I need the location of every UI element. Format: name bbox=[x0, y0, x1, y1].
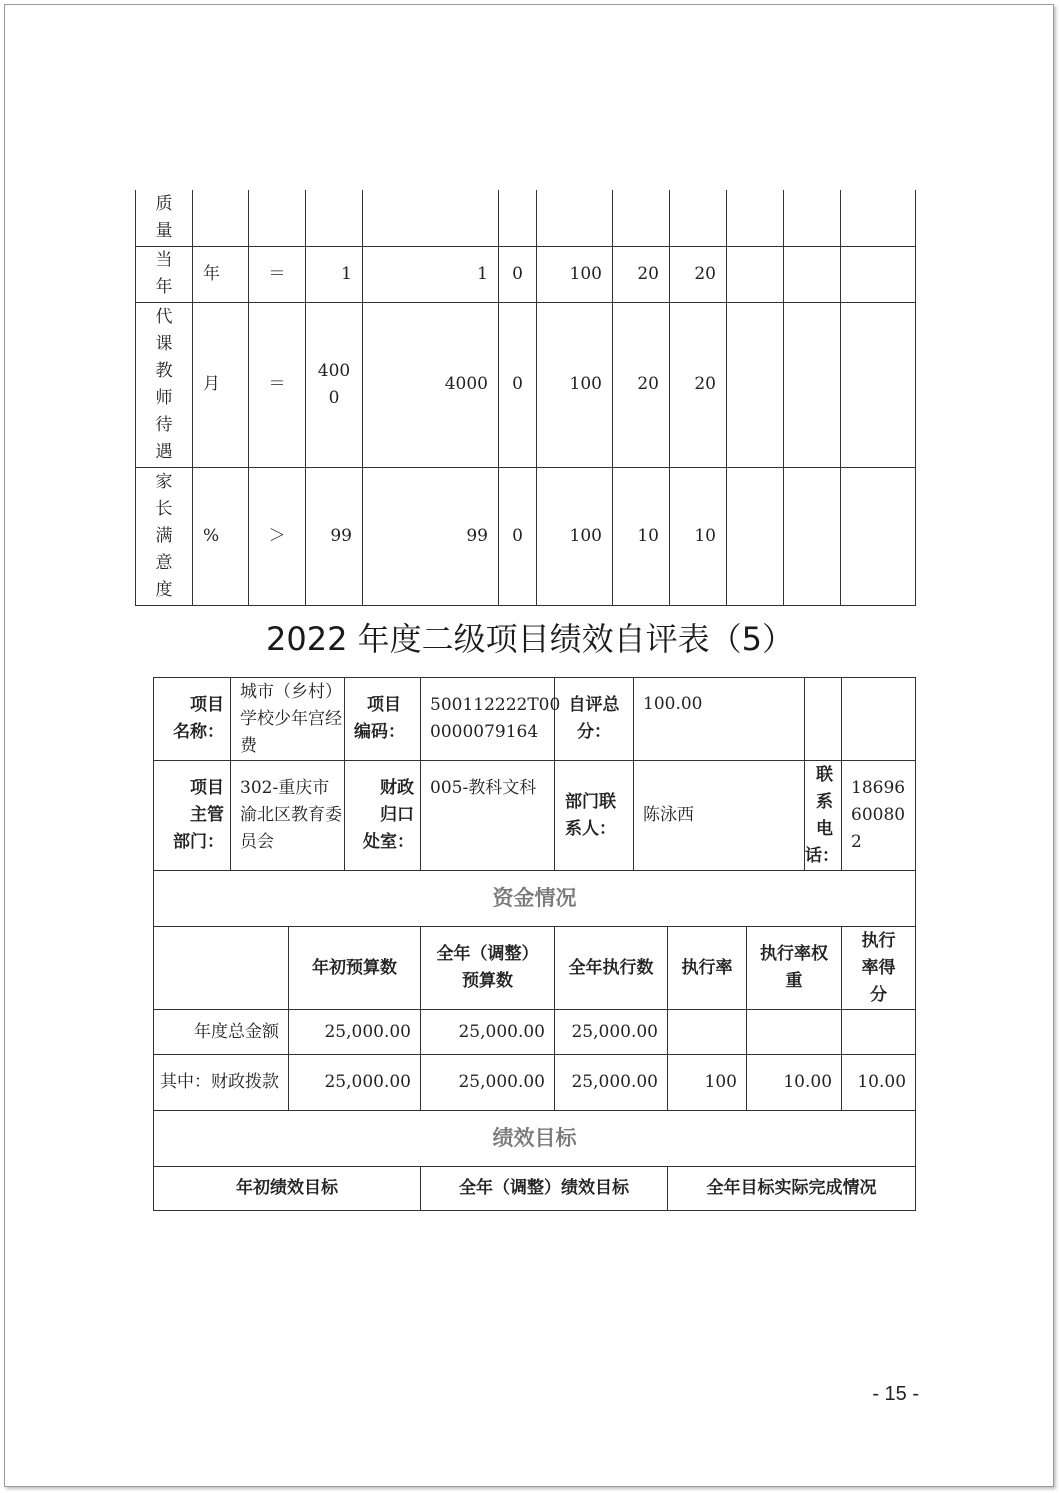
goals-header-row bbox=[154, 1167, 916, 1211]
operator-cell: ＝ bbox=[249, 246, 306, 302]
executed-cell: 25,000.00 bbox=[555, 1010, 668, 1055]
label-line: 名称： bbox=[173, 722, 224, 742]
row-label: 年度总金额 bbox=[154, 1010, 289, 1055]
indicator-char: 遇 bbox=[155, 441, 173, 462]
label-line: 归口 bbox=[380, 805, 414, 825]
indicator-table-continued bbox=[135, 190, 916, 606]
funds-section-title: 资金情况 bbox=[154, 871, 916, 927]
label-line: 部门： bbox=[173, 832, 224, 852]
project-code-label bbox=[345, 678, 421, 761]
indicator-cell bbox=[136, 467, 193, 605]
rate-cell bbox=[668, 1010, 747, 1055]
project-code-value bbox=[421, 678, 561, 761]
indicator-cell bbox=[136, 302, 193, 467]
percent-cell: 100 bbox=[537, 302, 613, 467]
section-row bbox=[154, 871, 916, 927]
indicator-char: 当 bbox=[155, 250, 173, 270]
label-line: 项目 bbox=[367, 695, 401, 715]
indicator-char: 度 bbox=[155, 579, 173, 600]
code-line: 0000079164 bbox=[430, 722, 539, 742]
operator-cell: ＞ bbox=[249, 467, 306, 605]
unit-cell: 月 bbox=[193, 302, 249, 467]
weight-cell: 10 bbox=[613, 467, 670, 605]
adjusted-budget-cell: 25,000.00 bbox=[421, 1055, 555, 1111]
percent-cell: 100 bbox=[537, 246, 613, 302]
funds-header-row bbox=[154, 927, 916, 1010]
col-header: 执行率 bbox=[668, 927, 747, 1010]
percent-cell: 100 bbox=[537, 467, 613, 605]
actual-cell: 1 bbox=[363, 246, 499, 302]
indicator-cell bbox=[136, 190, 193, 246]
table-row bbox=[136, 302, 916, 467]
target-line: 400 bbox=[317, 360, 351, 381]
unit-cell: 年 bbox=[193, 246, 249, 302]
finance-office-label bbox=[345, 761, 421, 871]
label-line: 联 bbox=[816, 764, 834, 785]
label-line: 部门联 bbox=[565, 791, 616, 812]
deviation-cell: 0 bbox=[499, 467, 537, 605]
dept-contact-value: 陈泳西 bbox=[634, 761, 805, 871]
label-line: 话： bbox=[805, 845, 840, 866]
operator-cell: ＝ bbox=[249, 302, 306, 467]
project-name-label bbox=[154, 678, 231, 761]
page-number: - 15 - bbox=[872, 1383, 919, 1405]
rate-score-cell bbox=[842, 1010, 916, 1055]
table-row bbox=[136, 467, 916, 605]
label-line: 项目 bbox=[190, 695, 224, 715]
actual-cell: 99 bbox=[363, 467, 499, 605]
project-info-row bbox=[154, 678, 916, 761]
table-row bbox=[154, 1055, 916, 1111]
initial-budget-cell: 25,000.00 bbox=[289, 1010, 421, 1055]
target-cell bbox=[306, 302, 363, 467]
col-header: 全年执行数 bbox=[555, 927, 668, 1010]
table-row bbox=[136, 190, 916, 246]
label-line: 分： bbox=[577, 722, 611, 742]
label-line: 财政 bbox=[380, 778, 414, 798]
label-line: 系 bbox=[816, 791, 834, 812]
col-header: 年初绩效目标 bbox=[154, 1167, 421, 1211]
label-line: 处室： bbox=[363, 832, 414, 852]
rate-score-cell: 10.00 bbox=[842, 1055, 916, 1111]
project-name-value: 城市（乡村）学校少年宫经费 bbox=[231, 678, 345, 761]
col-header: 全年（调整）预算数 bbox=[421, 927, 555, 1010]
col-header: 年初预算数 bbox=[289, 927, 421, 1010]
indicator-char: 待 bbox=[155, 414, 173, 435]
score-cell: 10 bbox=[670, 467, 727, 605]
initial-budget-cell: 25,000.00 bbox=[289, 1055, 421, 1111]
indicator-char: 长 bbox=[155, 498, 173, 519]
label-line: 项目 bbox=[190, 778, 224, 798]
label-line: 编码： bbox=[354, 722, 405, 742]
supervising-dept-value: 302-重庆市渝北区教育委员会 bbox=[231, 761, 345, 871]
label-line: 自评总 bbox=[568, 695, 620, 715]
indicator-char: 意 bbox=[155, 552, 173, 573]
phone-value: 18696600802 bbox=[842, 761, 916, 871]
target-cell: 1 bbox=[306, 246, 363, 302]
section-row bbox=[154, 1111, 916, 1167]
score-cell: 20 bbox=[670, 246, 727, 302]
phone-label bbox=[805, 761, 842, 871]
col-header: 执行率权重 bbox=[747, 927, 842, 1010]
col-header: 执行率得分 bbox=[842, 927, 916, 1010]
label-line: 电 bbox=[816, 818, 834, 839]
dept-contact-label bbox=[555, 761, 634, 871]
goals-section-title: 绩效目标 bbox=[154, 1111, 916, 1167]
weight-cell: 20 bbox=[613, 302, 670, 467]
rate-weight-cell bbox=[747, 1010, 842, 1055]
self-score-value: 100.00 bbox=[634, 678, 805, 761]
score-cell: 20 bbox=[670, 302, 727, 467]
col-header: 全年（调整）绩效目标 bbox=[421, 1167, 668, 1211]
deviation-cell: 0 bbox=[499, 246, 537, 302]
indicator-char: 代 bbox=[155, 306, 173, 327]
rate-weight-cell: 10.00 bbox=[747, 1055, 842, 1111]
label-line: 系人： bbox=[565, 818, 616, 839]
project-info-row bbox=[154, 761, 916, 871]
label-line: 主管 bbox=[190, 805, 224, 825]
weight-cell: 20 bbox=[613, 246, 670, 302]
self-score-label bbox=[555, 678, 634, 761]
indicator-char: 家 bbox=[155, 471, 173, 492]
self-evaluation-table bbox=[153, 677, 916, 1211]
indicator-char: 质 bbox=[155, 193, 173, 214]
supervising-dept-label bbox=[154, 761, 231, 871]
deviation-cell: 0 bbox=[499, 302, 537, 467]
indicator-char: 量 bbox=[155, 220, 173, 241]
indicator-char: 课 bbox=[155, 333, 173, 354]
indicator-char: 满 bbox=[155, 525, 173, 546]
finance-office-value: 005-教科文科 bbox=[421, 761, 555, 871]
unit-cell: % bbox=[193, 467, 249, 605]
indicator-cell bbox=[136, 246, 193, 302]
col-header: 全年目标实际完成情况 bbox=[668, 1167, 916, 1211]
actual-cell: 4000 bbox=[363, 302, 499, 467]
code-line: 500112222T00 bbox=[430, 695, 561, 715]
target-cell: 99 bbox=[306, 467, 363, 605]
indicator-char: 年 bbox=[155, 277, 173, 297]
target-line: 0 bbox=[328, 387, 340, 408]
row-label: 其中：财政拨款 bbox=[154, 1055, 289, 1111]
table-row bbox=[136, 246, 916, 302]
rate-cell: 100 bbox=[668, 1055, 747, 1111]
indicator-char: 师 bbox=[155, 387, 173, 408]
table-row bbox=[154, 1010, 916, 1055]
indicator-char: 教 bbox=[155, 360, 173, 381]
document-title: 2022 年度二级项目绩效自评表（5） bbox=[266, 620, 794, 658]
adjusted-budget-cell: 25,000.00 bbox=[421, 1010, 555, 1055]
executed-cell: 25,000.00 bbox=[555, 1055, 668, 1111]
